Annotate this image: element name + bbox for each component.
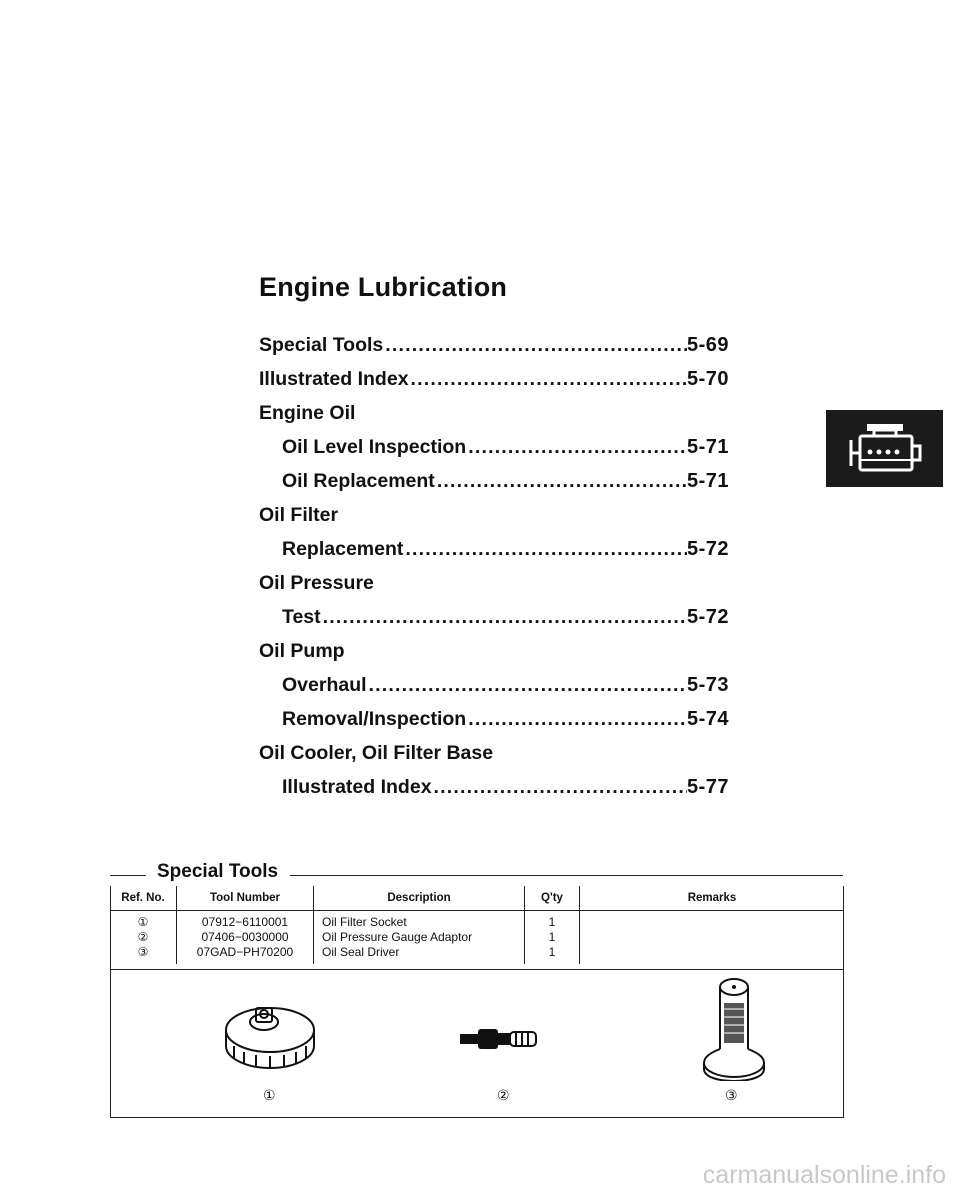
ref-cell: ① (137, 915, 149, 929)
toc-leader-dots (321, 606, 687, 629)
toc-page-number: 5-71 (686, 470, 729, 492)
qty-cell: 1 (525, 930, 580, 945)
illustration-1 (222, 1000, 318, 1077)
toc-heading-oil-filter: Oil Filter (259, 504, 339, 526)
illustration-2 (458, 1027, 540, 1056)
toc-page-number: 5-69 (686, 334, 729, 356)
column-header-description: Description (314, 886, 525, 911)
toc-entry-oil-pump-overhaul[interactable] (259, 674, 729, 708)
illustration-ref-3: ③ (725, 1087, 738, 1103)
toc-heading-oil-pressure: Oil Pressure (259, 572, 374, 594)
tool-number-cell: 07912−6110001 (177, 911, 314, 931)
toc-label: Replacement (282, 538, 404, 560)
section-rule (290, 875, 843, 876)
description-cell: Oil Pressure Gauge Adaptor (314, 930, 525, 945)
description-cell: Oil Filter Socket (314, 911, 525, 931)
toc-entry-oil-cooler-index[interactable] (259, 776, 729, 810)
toc-entry-oil-replacement[interactable] (259, 470, 729, 504)
oil-seal-driver-icon (700, 975, 768, 1081)
toc-heading-engine-oil: Engine Oil (259, 402, 356, 424)
qty-cell: 1 (525, 945, 580, 964)
illustration-3 (700, 975, 768, 1086)
watermark: carmanualsonline.info (702, 1161, 946, 1189)
qty-cell: 1 (525, 911, 580, 931)
toc-page-number: 5-71 (686, 436, 729, 458)
toc-page-number: 5-73 (686, 674, 729, 696)
column-header-ref: Ref. No. (110, 886, 177, 911)
ref-cell: ② (137, 930, 149, 944)
toc-page-number: 5-74 (686, 708, 729, 730)
toc-leader-dots (367, 674, 687, 697)
toc-entry-oil-filter-replacement[interactable] (259, 538, 729, 572)
toc-leader-dots (466, 436, 687, 459)
toc-leader-dots (383, 334, 687, 357)
toc-label: Oil Replacement (282, 470, 435, 492)
remarks-cell (580, 911, 845, 965)
illustration-ref-2: ② (497, 1087, 510, 1103)
toc-page-number: 5-70 (686, 368, 729, 390)
toc-leader-dots (466, 708, 687, 731)
toc-label: Special Tools (259, 334, 384, 356)
toc-label: Illustrated Index (259, 368, 409, 390)
engine-icon (826, 410, 943, 487)
toc-heading-oil-cooler: Oil Cooler, Oil Filter Base (259, 742, 494, 764)
toc-leader-dots (403, 538, 687, 561)
description-cell: Oil Seal Driver (314, 945, 525, 964)
tool-number-cell: 07406−0030000 (177, 930, 314, 945)
illustration-ref-1: ① (263, 1087, 276, 1103)
toc-leader-dots (409, 368, 687, 391)
toc-entry-oil-pressure-test[interactable] (259, 606, 729, 640)
toc-page-number: 5-72 (686, 606, 729, 628)
toc-leader-dots (432, 776, 687, 799)
column-header-qty: Q'ty (525, 886, 580, 911)
toc-label: Overhaul (282, 674, 367, 696)
table-separator (110, 969, 844, 970)
column-header-tool-number: Tool Number (177, 886, 314, 911)
toc-label: Illustrated Index (282, 776, 432, 798)
gauge-adaptor-icon (458, 1027, 540, 1051)
table-header-row (110, 886, 844, 911)
ref-cell: ③ (137, 945, 149, 959)
toc-entry-illustrated-index[interactable] (259, 368, 729, 402)
toc-entry-oil-pump-removal[interactable] (259, 708, 729, 742)
table-border (110, 1117, 844, 1118)
oil-filter-socket-icon (222, 1000, 318, 1072)
toc-page-number: 5-72 (686, 538, 729, 560)
toc-entry-oil-level-inspection[interactable] (259, 436, 729, 470)
table-of-contents (259, 334, 729, 810)
section-tab-engine (826, 410, 943, 487)
special-tools-table (110, 886, 844, 964)
column-header-remarks: Remarks (580, 886, 845, 911)
toc-label: Oil Level Inspection (282, 436, 467, 458)
toc-entry-special-tools[interactable] (259, 334, 729, 368)
toc-page-number: 5-77 (686, 776, 729, 798)
table-row (110, 911, 844, 931)
section-rule (110, 875, 146, 876)
toc-leader-dots (435, 470, 687, 493)
toc-label: Test (282, 606, 321, 628)
page-title: Engine Lubrication (259, 272, 508, 302)
toc-heading-oil-pump: Oil Pump (259, 640, 345, 662)
toc-label: Removal/Inspection (282, 708, 467, 730)
tool-number-cell: 07GAD−PH70200 (177, 945, 314, 964)
special-tools-heading: Special Tools (153, 861, 282, 883)
